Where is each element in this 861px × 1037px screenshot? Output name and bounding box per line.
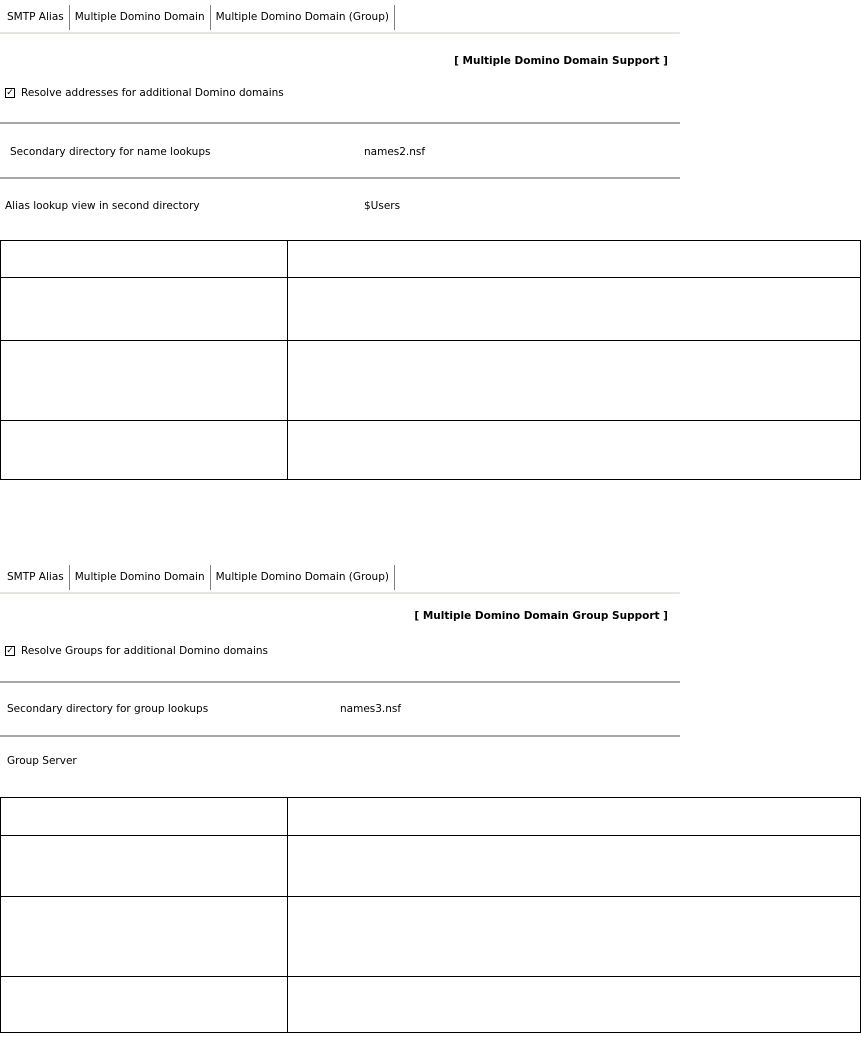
table-cell xyxy=(288,798,861,836)
table-row xyxy=(1,421,861,480)
separator xyxy=(0,177,680,179)
table-row xyxy=(1,278,861,341)
table-cell xyxy=(1,977,288,1033)
table-cell xyxy=(288,897,861,977)
separator xyxy=(0,681,680,683)
empty-table-1 xyxy=(0,240,861,480)
table-cell xyxy=(1,241,288,278)
alias-lookup-view-input[interactable]: $Users xyxy=(364,200,401,212)
tab-smtp-alias[interactable]: SMTP Alias xyxy=(2,5,70,30)
resolve-addresses-row[interactable] xyxy=(5,87,284,99)
secondary-group-directory-label: Secondary directory for group lookups xyxy=(7,703,209,715)
tab-multiple-domino-domain[interactable]: Multiple Domino Domain xyxy=(70,565,211,590)
table-row xyxy=(1,341,861,421)
tab-multiple-domino-domain[interactable]: Multiple Domino Domain xyxy=(70,5,211,30)
table-cell xyxy=(1,836,288,897)
secondary-directory-label: Secondary directory for name lookups xyxy=(10,146,211,158)
tab-strip xyxy=(2,5,395,31)
table-row xyxy=(1,798,861,836)
table-cell xyxy=(1,798,288,836)
table-cell xyxy=(288,241,861,278)
tab-smtp-alias[interactable]: SMTP Alias xyxy=(2,565,70,590)
table-cell xyxy=(1,897,288,977)
section-heading: [ Multiple Domino Domain Group Support ] xyxy=(414,610,668,622)
resolve-groups-label: Resolve Groups for additional Domino domains xyxy=(21,645,269,657)
panel-domain-group-support xyxy=(0,565,861,795)
table-cell xyxy=(288,341,861,421)
tab-multiple-domino-domain-group[interactable]: Multiple Domino Domain (Group) xyxy=(211,565,395,590)
table-row xyxy=(1,241,861,278)
section-heading: [ Multiple Domino Domain Support ] xyxy=(454,55,668,67)
table-row xyxy=(1,836,861,897)
resolve-addresses-label: Resolve addresses for additional Domino domains xyxy=(21,87,284,99)
group-server-label: Group Server xyxy=(7,755,77,767)
alias-lookup-view-label: Alias lookup view in second directory xyxy=(5,200,200,212)
secondary-group-directory-input[interactable]: names3.nsf xyxy=(340,703,402,715)
resolve-groups-row[interactable] xyxy=(5,645,268,657)
table-cell xyxy=(1,421,288,480)
tab-strip xyxy=(2,565,395,591)
table-cell xyxy=(1,341,288,421)
table-cell xyxy=(288,977,861,1033)
table-row xyxy=(1,977,861,1033)
table-cell xyxy=(1,278,288,341)
secondary-directory-input[interactable]: names2.nsf xyxy=(364,146,426,158)
tab-multiple-domino-domain-group[interactable]: Multiple Domino Domain (Group) xyxy=(211,5,395,30)
panel-domain-support xyxy=(0,5,861,245)
tab-underline xyxy=(0,32,680,34)
tab-underline xyxy=(0,592,680,594)
table-row xyxy=(1,897,861,977)
separator xyxy=(0,122,680,124)
separator xyxy=(0,735,680,737)
table-cell xyxy=(288,421,861,480)
resolve-groups-checkbox[interactable]: ✓ xyxy=(6,646,14,656)
empty-table-2 xyxy=(0,797,861,1033)
table-cell xyxy=(288,278,861,341)
table-cell xyxy=(288,836,861,897)
resolve-addresses-checkbox[interactable]: ✓ xyxy=(6,88,14,98)
